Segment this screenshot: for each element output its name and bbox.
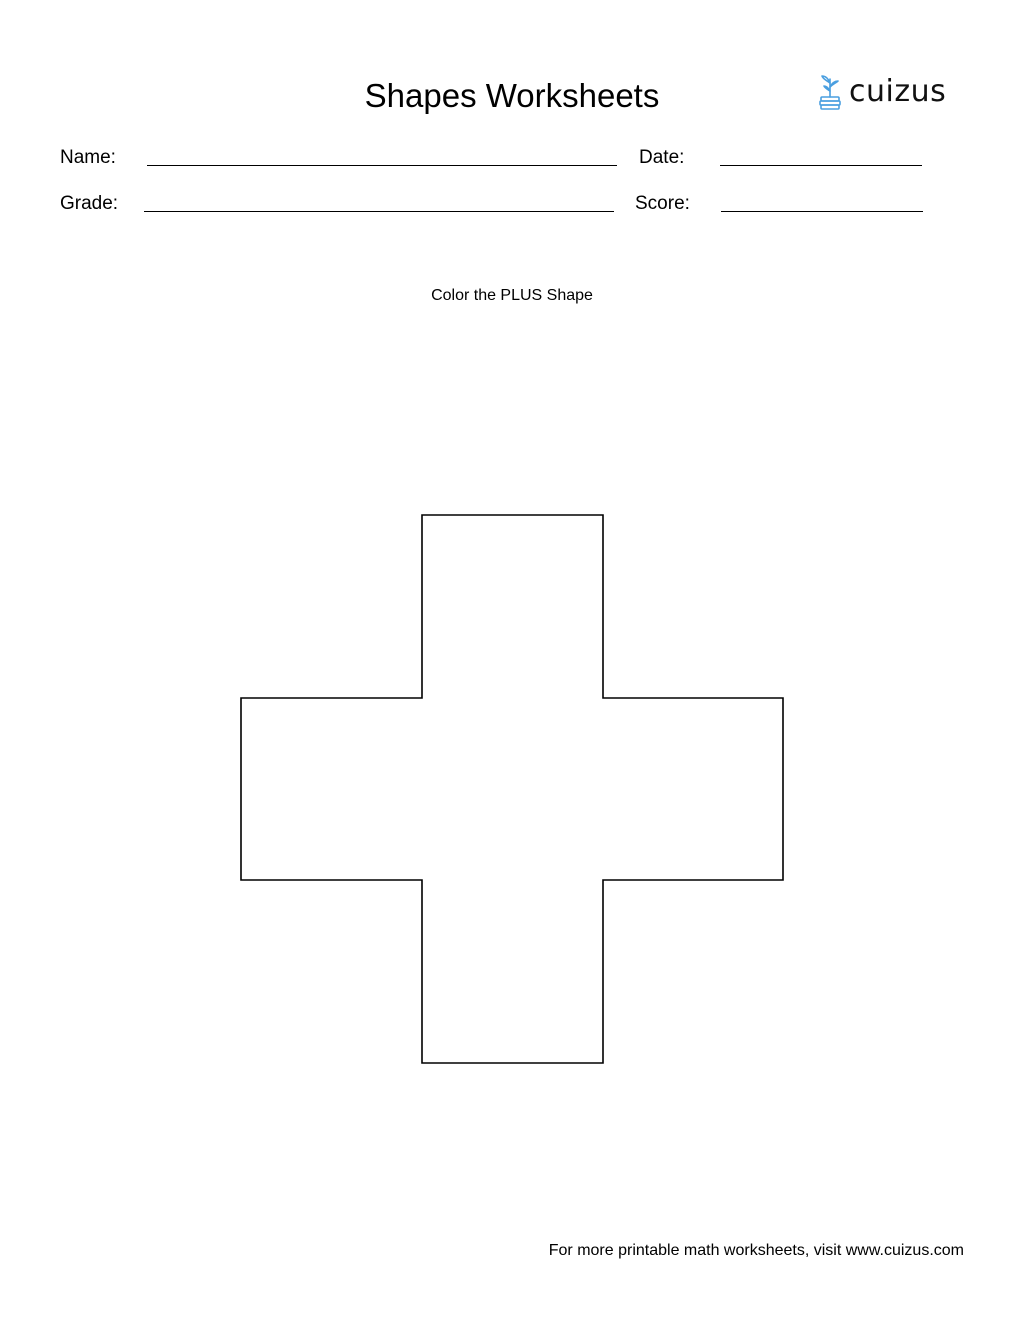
grade-label: Grade:: [60, 193, 119, 214]
score-label: Score:: [635, 193, 690, 214]
grade-line[interactable]: [144, 211, 614, 212]
instruction-text: Color the PLUS Shape: [431, 287, 593, 304]
footer-text: For more printable math worksheets, visit www.cuizus.com: [548, 1242, 964, 1259]
date-label: Date:: [639, 147, 685, 168]
name-line[interactable]: [147, 165, 617, 166]
plus-shape[interactable]: [241, 515, 783, 1063]
score-line[interactable]: [721, 211, 923, 212]
cuizus-logo: [816, 72, 946, 112]
book-sprout-icon: [816, 73, 844, 111]
date-line[interactable]: [720, 165, 922, 166]
worksheet-title: Shapes Worksheets: [364, 77, 660, 114]
logo-text: cuizus: [849, 74, 947, 109]
name-label: Name:: [60, 147, 116, 168]
